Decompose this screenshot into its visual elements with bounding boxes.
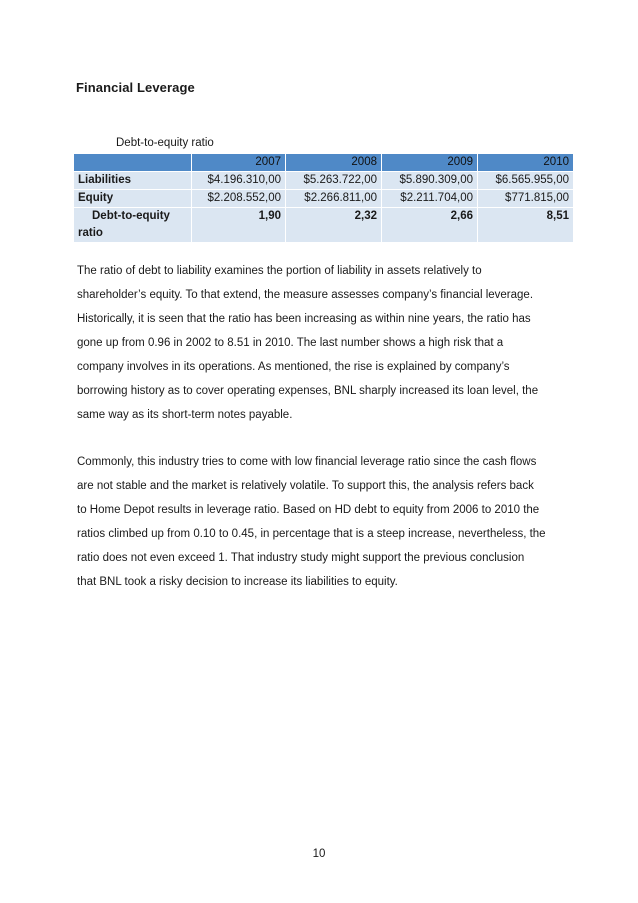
- table-cell: $5.890.309,00: [382, 172, 478, 190]
- debt-to-equity-table: [73, 153, 574, 243]
- table-cell: $4.196.310,00: [192, 172, 286, 190]
- text-line: borrowing history as to cover operating expenses, BNL sharply increased its loan level, the: [77, 385, 539, 397]
- row-label: [74, 208, 192, 243]
- text-line: ratio does not even exceed 1. That industry study might support the previous conclusion: [77, 552, 525, 564]
- paragraph-industry-comparison: [77, 450, 567, 594]
- table-cell: $2.266.811,00: [286, 190, 382, 208]
- text-line: are not stable and the market is relatively volatile. To support this, the analysis refers back: [77, 480, 534, 492]
- text-line: company involves in its operations. As mentioned, the rise is explained by company’s: [77, 361, 510, 373]
- table-cell: 2,66: [382, 208, 478, 243]
- text-line: that BNL took a risky decision to increase its liabilities to equity.: [77, 576, 398, 588]
- table-cell: 2,32: [286, 208, 382, 243]
- table-row-debt-to-equity: [74, 208, 574, 243]
- text-line: Commonly, this industry tries to come with low financial leverage ratio since the cash flows: [77, 456, 537, 468]
- table-cell: $6.565.955,00: [478, 172, 574, 190]
- table-cell: $5.263.722,00: [286, 172, 382, 190]
- column-header: 2008: [286, 154, 382, 172]
- row-label-line2: ratio: [78, 227, 103, 239]
- text-line: ratios climbed up from 0.10 to 0.45, in percentage that is a steep increase, nevertheless, the: [77, 528, 546, 540]
- table-cell: 1,90: [192, 208, 286, 243]
- row-label: Liabilities: [74, 172, 192, 190]
- table-row-equity: [74, 190, 574, 208]
- table-cell: $771.815,00: [478, 190, 574, 208]
- text-line: same way as its short-term notes payable.: [77, 409, 293, 421]
- table-cell: 8,51: [478, 208, 574, 243]
- page-number: 10: [312, 848, 326, 860]
- text-line: gone up from 0.96 in 2002 to 8.51 in 2010. The last number shows a high risk that a: [77, 337, 504, 349]
- table-cell: $2.211.704,00: [382, 190, 478, 208]
- column-header: 2010: [478, 154, 574, 172]
- text-line: shareholder’s equity. To that extend, the measure assesses company’s financial leverage.: [77, 289, 534, 301]
- section-heading: Financial Leverage: [76, 80, 195, 95]
- column-header: 2007: [192, 154, 286, 172]
- header-corner-cell: [74, 154, 192, 172]
- table-header-row: [74, 154, 574, 172]
- table-cell: $2.208.552,00: [192, 190, 286, 208]
- text-line: The ratio of debt to liability examines the portion of liability in assets relatively to: [77, 265, 482, 277]
- table-caption: Debt-to-equity ratio: [116, 137, 214, 149]
- paragraph-analysis: [77, 259, 567, 427]
- table-row-liabilities: [74, 172, 574, 190]
- column-header: 2009: [382, 154, 478, 172]
- row-label: Equity: [74, 190, 192, 208]
- text-line: Historically, it is seen that the ratio has been increasing as within nine years, the ratio has: [77, 313, 531, 325]
- row-label-line1: Debt-to-equity: [92, 210, 170, 222]
- text-line: to Home Depot results in leverage ratio. Based on HD debt to equity from 2006 to 2010 the: [77, 504, 540, 516]
